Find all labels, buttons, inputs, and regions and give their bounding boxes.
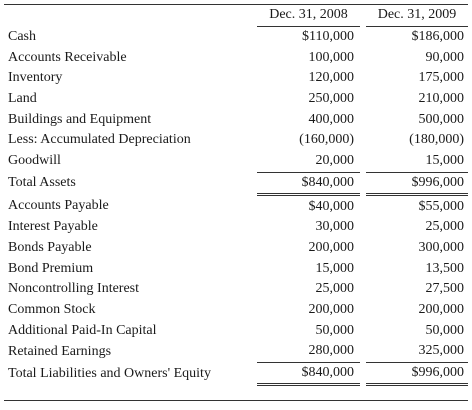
- row-label: Common Stock: [8, 301, 96, 317]
- value-2008: $840,000: [257, 362, 360, 385]
- row-label: Accounts Payable: [8, 197, 109, 213]
- table-row: [4, 151, 468, 172]
- value-2008: $840,000: [257, 172, 360, 195]
- value-2008: 15,000: [315, 260, 354, 276]
- value-2008: 20,000: [257, 151, 360, 172]
- table-row: [4, 109, 468, 130]
- table-row: [4, 300, 468, 321]
- row-label: Bond Premium: [8, 260, 94, 276]
- value-2009: 210,000: [418, 91, 464, 107]
- value-2008: 200,000: [308, 301, 354, 317]
- value-2008: $40,000: [308, 198, 354, 214]
- value-2009: $996,000: [366, 362, 468, 385]
- value-2009: 175,000: [418, 70, 464, 86]
- table-row: [4, 279, 468, 300]
- value-2009: 15,000: [366, 151, 468, 172]
- value-2009: 200,000: [418, 301, 464, 317]
- value-2009: 27,500: [425, 281, 464, 297]
- header-2008: Dec. 31, 2008: [257, 5, 360, 26]
- header-label: [4, 5, 257, 26]
- value-2008: 200,000: [308, 239, 354, 255]
- table-row: [4, 258, 468, 279]
- row-label: Interest Payable: [8, 219, 98, 235]
- value-2009: $996,000: [366, 172, 468, 195]
- bottom-rule: [4, 400, 468, 401]
- row-label: Total Liabilities and Owners' Equity: [8, 365, 211, 381]
- value-2008: 50,000: [315, 322, 354, 338]
- value-2009: 13,500: [425, 260, 464, 276]
- row-label: Buildings and Equipment: [8, 111, 152, 127]
- value-2009: (180,000): [409, 132, 464, 148]
- value-2008: 280,000: [257, 341, 360, 362]
- value-2009: $186,000: [411, 29, 464, 45]
- row-label: Retained Earnings: [8, 343, 112, 359]
- value-2008: 30,000: [315, 219, 354, 235]
- table-row: [4, 238, 468, 259]
- table-row: [4, 26, 468, 47]
- row-label: Additional Paid-In Capital: [8, 322, 157, 338]
- value-2009: 25,000: [425, 219, 464, 235]
- total-row: [4, 172, 468, 195]
- row-label: Less: Accumulated Depreciation: [8, 132, 191, 148]
- table-row: [4, 341, 468, 362]
- value-2008: 120,000: [308, 70, 354, 86]
- row-label: Bonds Payable: [8, 239, 92, 255]
- value-2008: (160,000): [299, 132, 354, 148]
- table-row: [4, 217, 468, 238]
- table-row: [4, 130, 468, 151]
- row-label: Noncontrolling Interest: [8, 281, 140, 297]
- table-row: [4, 47, 468, 68]
- row-label: Total Assets: [8, 175, 76, 191]
- header-2009: Dec. 31, 2009: [366, 5, 468, 26]
- value-2008: 100,000: [308, 49, 354, 65]
- table-row: [4, 320, 468, 341]
- value-2009: 90,000: [425, 49, 464, 65]
- value-2008: 250,000: [308, 91, 354, 107]
- value-2008: 400,000: [308, 111, 354, 127]
- value-2009: 325,000: [366, 341, 468, 362]
- row-label: Accounts Receivable: [8, 49, 127, 65]
- row-label: Inventory: [8, 70, 63, 86]
- value-2008: 25,000: [315, 281, 354, 297]
- table-row: [4, 195, 468, 217]
- value-2009: 500,000: [418, 111, 464, 127]
- table-row: [4, 89, 468, 110]
- balance-sheet-table: [4, 5, 468, 386]
- row-label: Cash: [8, 28, 36, 44]
- value-2009: $55,000: [418, 198, 464, 214]
- value-2008: $110,000: [302, 29, 354, 45]
- header-row: [4, 5, 468, 26]
- total-row: [4, 362, 468, 385]
- row-label: Goodwill: [8, 153, 61, 169]
- value-2009: 300,000: [418, 239, 464, 255]
- row-label: Land: [8, 91, 37, 107]
- value-2009: 50,000: [425, 322, 464, 338]
- table-row: [4, 68, 468, 89]
